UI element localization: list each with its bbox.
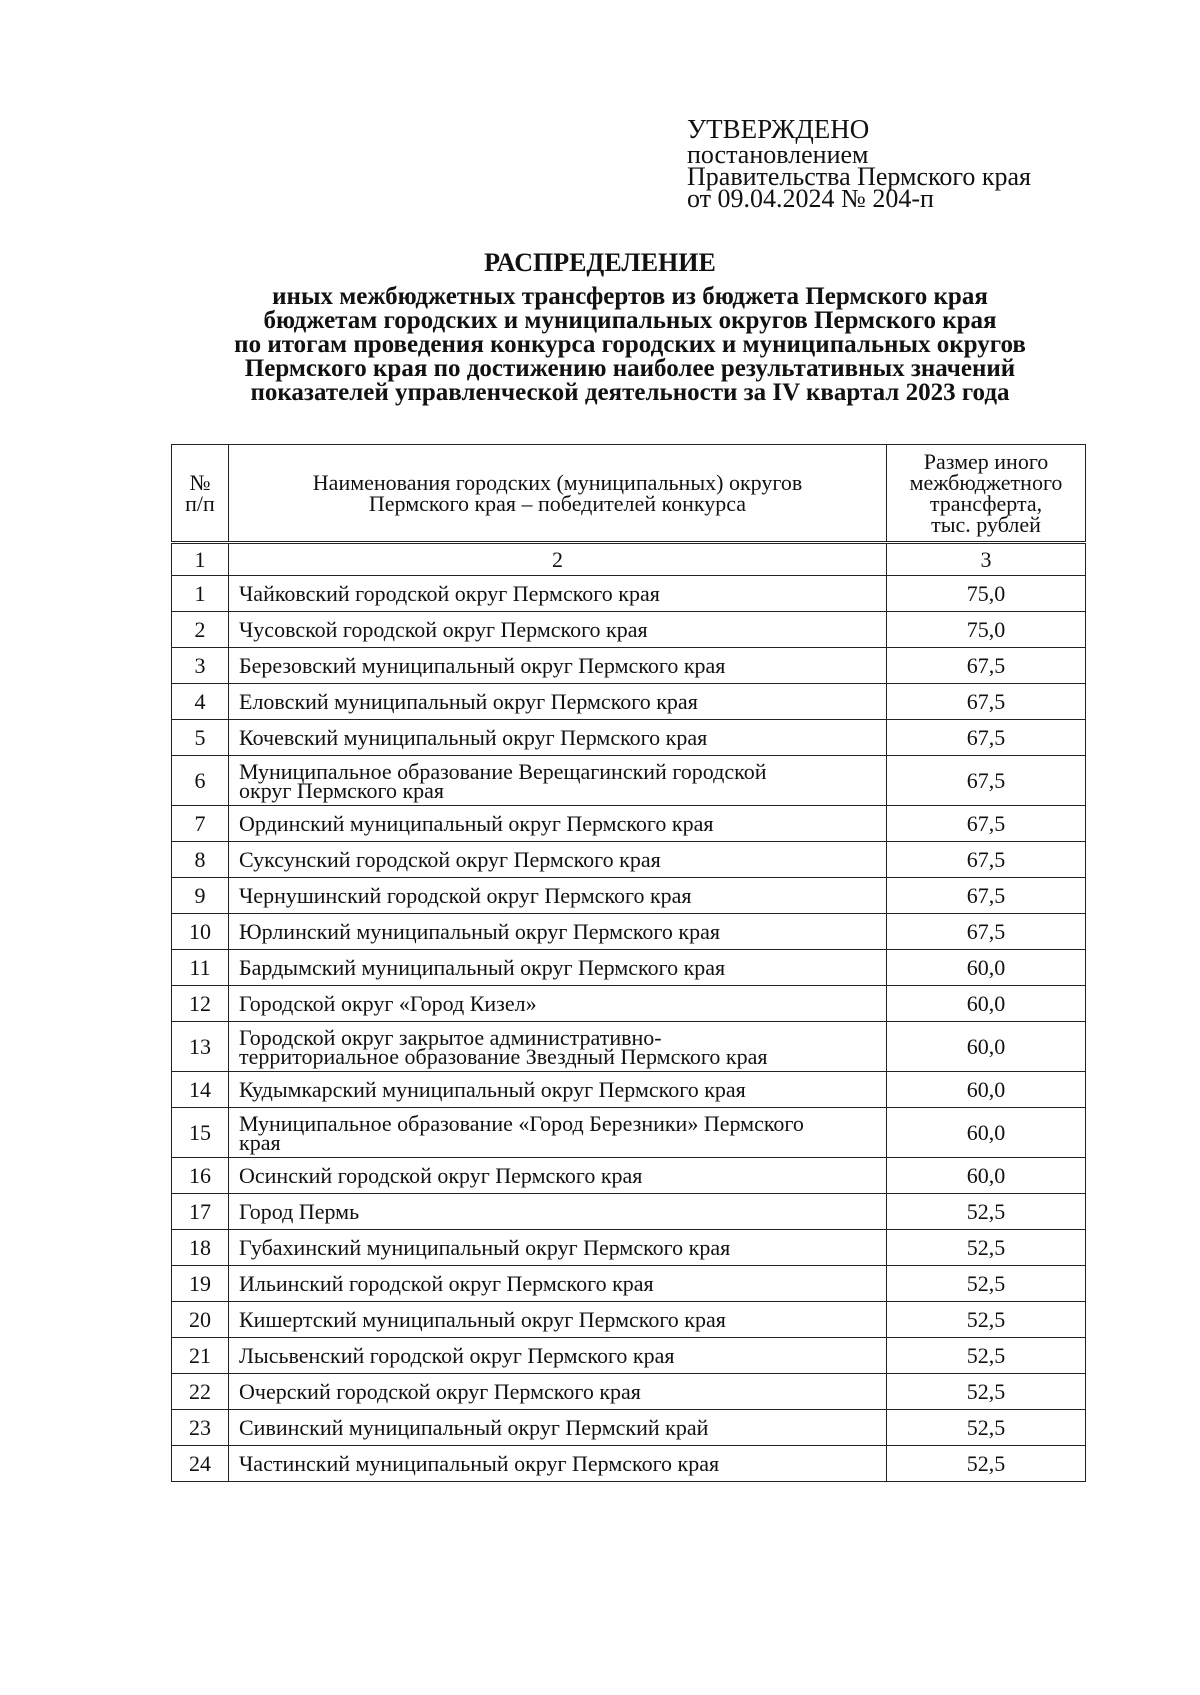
header-size-line: Размер иного [923,449,1049,474]
row-value: 67,5 [887,842,1086,878]
row-number: 3 [172,648,229,684]
row-name [229,1108,887,1158]
table-row [172,720,1086,756]
row-value: 67,5 [887,878,1086,914]
row-name: Еловский муниципальный округ Пермского края [229,684,887,720]
row-number: 7 [172,806,229,842]
table-row [172,1194,1086,1230]
row-name: Юрлинский муниципальный округ Пермского края [229,914,887,950]
approval-stamp [687,114,1157,213]
row-value: 52,5 [887,1266,1086,1302]
row-value: 52,5 [887,1338,1086,1374]
table-row [172,842,1086,878]
row-number: 11 [172,950,229,986]
row-name: Кочевский муниципальный округ Пермского края [229,720,887,756]
table-row [172,1338,1086,1374]
row-value: 67,5 [887,756,1086,806]
row-number: 23 [172,1410,229,1446]
table-row [172,612,1086,648]
row-number: 2 [172,612,229,648]
row-name: Сивинский муниципальный округ Пермский край [229,1410,887,1446]
table-row [172,1230,1086,1266]
table-row [172,576,1086,612]
header-number-line: № [189,470,211,495]
row-number: 4 [172,684,229,720]
row-value: 52,5 [887,1410,1086,1446]
row-number: 14 [172,1072,229,1108]
subtitle-line: показателей управленческой деятельности за IV квартал 2023 года [250,379,1010,406]
row-number: 24 [172,1446,229,1482]
header-size-line: межбюджетного [909,470,1063,495]
row-name-line: территориальное образование Звездный Пермского края [239,1043,768,1069]
row-name: Чернушинский городской округ Пермского края [229,878,887,914]
table-header-row [172,445,1086,543]
table-row [172,986,1086,1022]
row-number: 12 [172,986,229,1022]
table-row [172,1410,1086,1446]
row-value: 67,5 [887,806,1086,842]
header-name-line: Наименования городских (муниципальных) округов [312,470,803,495]
row-number: 18 [172,1230,229,1266]
row-name: Ординский муниципальный округ Пермского края [229,806,887,842]
row-value: 52,5 [887,1446,1086,1482]
table-row [172,878,1086,914]
table-row [172,1446,1086,1482]
header-size-line: трансферта, [929,491,1043,516]
header-name-line: Пермского края – победителей конкурса [368,491,747,516]
row-name-line: округ Пермского края [239,777,445,803]
row-value: 75,0 [887,612,1086,648]
subtitle-line: по итогам проведения конкурса городских и муниципальных округов [234,331,1026,358]
row-number: 19 [172,1266,229,1302]
row-number: 9 [172,878,229,914]
row-name: Кудымкарский муниципальный округ Пермского края [229,1072,887,1108]
table-row [172,1266,1086,1302]
table-row [172,684,1086,720]
row-number: 10 [172,914,229,950]
row-value: 52,5 [887,1374,1086,1410]
row-value: 67,5 [887,648,1086,684]
row-value: 67,5 [887,914,1086,950]
row-value: 60,0 [887,1158,1086,1194]
row-value: 67,5 [887,684,1086,720]
table-row [172,1302,1086,1338]
row-name: Частинский муниципальный округ Пермского края [229,1446,887,1482]
row-value: 60,0 [887,1108,1086,1158]
table-row [172,648,1086,684]
table-row [172,806,1086,842]
row-value: 60,0 [887,950,1086,986]
row-number: 20 [172,1302,229,1338]
header-number [172,445,229,543]
column-number: 3 [887,543,1086,576]
row-number: 6 [172,756,229,806]
row-name-line: Муниципальное образование Верещагинский городской [239,758,767,784]
row-name: Город Пермь [229,1194,887,1230]
table-row [172,1374,1086,1410]
table-row [172,1158,1086,1194]
table-row [172,1072,1086,1108]
row-name: Городской округ «Город Кизел» [229,986,887,1022]
row-name-line: края [239,1129,281,1155]
header-size-line: тыс. рублей [931,512,1041,537]
row-name: Березовский муниципальный округ Пермского края [229,648,887,684]
row-value: 67,5 [887,720,1086,756]
approval-line: от 09.04.2024 № 204-п [687,184,934,213]
row-number: 13 [172,1022,229,1072]
row-name: Лысьвенский городской округ Пермского края [229,1338,887,1374]
table-row [172,1022,1086,1072]
column-number: 1 [172,543,229,576]
approval-line: постановлением [687,140,869,169]
row-name: Чусовской городской округ Пермского края [229,612,887,648]
row-number: 8 [172,842,229,878]
document-subtitle [150,285,1110,405]
document-title: РАСПРЕДЕЛЕНИЕ [484,248,716,277]
approval-line: Правительства Пермского края [687,162,1031,191]
row-name [229,756,887,806]
row-name: Кишертский муниципальный округ Пермского края [229,1302,887,1338]
subtitle-line: Пермского края по достижению наиболее результативных значений [244,355,1016,382]
row-name-line: Муниципальное образование «Город Березники» Пермского [239,1110,804,1136]
row-name-line: Городской округ закрытое административно- [239,1024,662,1050]
row-value: 60,0 [887,1072,1086,1108]
row-number: 15 [172,1108,229,1158]
table-row [172,914,1086,950]
row-value: 52,5 [887,1230,1086,1266]
row-name: Осинский городской округ Пермского края [229,1158,887,1194]
row-name [229,1022,887,1072]
row-number: 22 [172,1374,229,1410]
header-name [229,445,887,543]
subtitle-line: бюджетам городских и муниципальных округов Пермского края [263,307,997,334]
row-name: Чайковский городской округ Пермского края [229,576,887,612]
row-name: Ильинский городской округ Пермского края [229,1266,887,1302]
row-value: 52,5 [887,1302,1086,1338]
table-row [172,950,1086,986]
row-number: 1 [172,576,229,612]
column-number-row [172,543,1086,576]
row-value: 52,5 [887,1194,1086,1230]
row-value: 75,0 [887,576,1086,612]
row-number: 5 [172,720,229,756]
row-value: 60,0 [887,1022,1086,1072]
table-row [172,756,1086,806]
row-name: Губахинский муниципальный округ Пермского края [229,1230,887,1266]
header-size [887,445,1086,543]
row-number: 16 [172,1158,229,1194]
row-value: 60,0 [887,986,1086,1022]
row-name: Суксунский городской округ Пермского края [229,842,887,878]
subtitle-line: иных межбюджетных трансфертов из бюджета Пермского края [272,283,988,310]
row-number: 17 [172,1194,229,1230]
header-number-line: п/п [185,491,215,516]
row-name: Бардымский муниципальный округ Пермского края [229,950,887,986]
row-number: 21 [172,1338,229,1374]
row-name: Очерский городской округ Пермского края [229,1374,887,1410]
table-row [172,1108,1086,1158]
column-number: 2 [229,543,887,576]
approval-heading: УТВЕРЖДЕНО [687,114,870,144]
distribution-table [171,444,1086,1482]
